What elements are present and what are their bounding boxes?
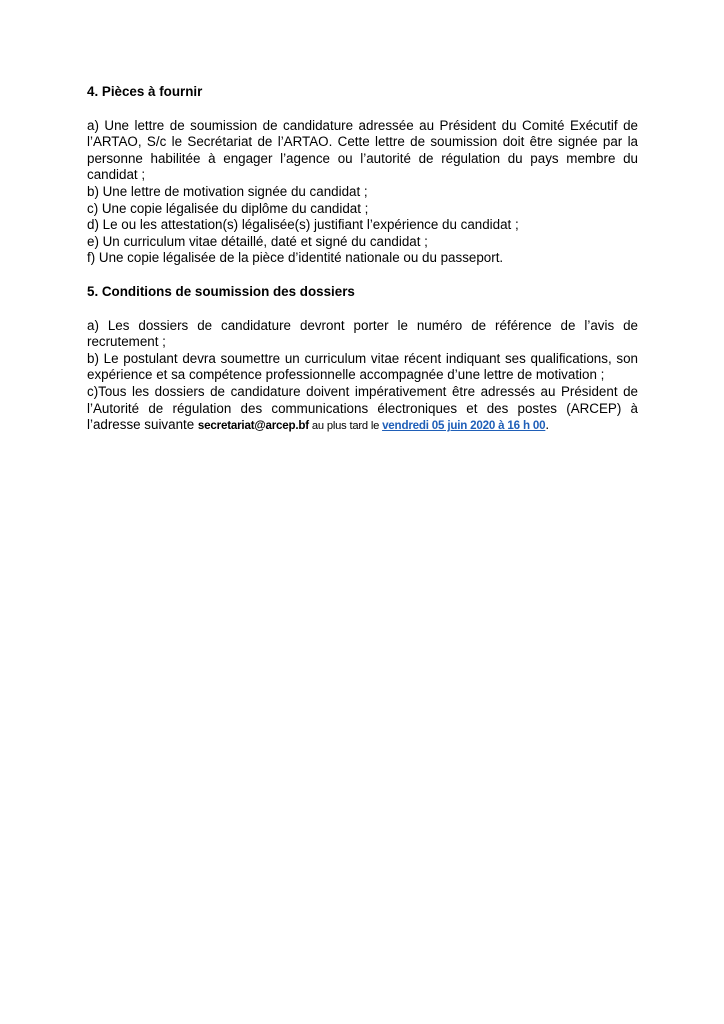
section-5-item-c-text: c)Tous les dossiers de candidature doivent impérativement être adressés au Président de l’Autorité de régulation des communications électroniques et des postes (ARCEP) à l’adresse suivante xyxy=(87,383,638,433)
section-4-item-b: b) Une lettre de motivation signée du candidat ; xyxy=(87,183,368,199)
section-4-item-c: c) Une copie légalisée du diplôme du candidat ; xyxy=(87,200,369,216)
section-4-item-e: e) Un curriculum vitae détaillé, daté et signé du candidat ; xyxy=(87,233,428,249)
end-punctuation: . xyxy=(545,417,550,433)
deadline-link[interactable]: vendredi 05 juin 2020 à 16 h 00 xyxy=(382,419,546,433)
section-4-item-d: d) Le ou les attestation(s) légalisée(s) justifiant l’expérience du candidat ; xyxy=(87,217,519,233)
section-5-item-b: b) Le postulant devra soumettre un curriculum vitae récent indiquant ses qualifications, son expérience et sa compétence professionnelle accompagnée d’une lettre de motivation ; xyxy=(87,350,638,383)
contact-email: secretariat@arcep.bf xyxy=(197,419,309,433)
section-5-item-c xyxy=(87,384,638,435)
section-5-heading: 5. Conditions de soumission des dossiers xyxy=(87,283,355,299)
latest-date-text: au plus tard le xyxy=(308,420,383,433)
section-4-item-a: a) Une lettre de soumission de candidature adressée au Président du Comité Exécutif de l’ARTAO, S/c le Secrétariat de l’ARTAO. Cette lettre de soumission doit être signée par la personne habilitée à engager l’agence ou l’autorité de régulation du pays membre du candidat ; xyxy=(87,117,638,183)
section-5-item-a: a) Les dossiers de candidature devront porter le numéro de référence de l’avis de recrutement ; xyxy=(87,317,638,350)
section-4-heading: 4. Pièces à fournir xyxy=(87,84,203,99)
section-4-item-f: f) Une copie légalisée de la pièce d’identité nationale ou du passeport. xyxy=(87,250,504,266)
document-content xyxy=(87,84,638,435)
